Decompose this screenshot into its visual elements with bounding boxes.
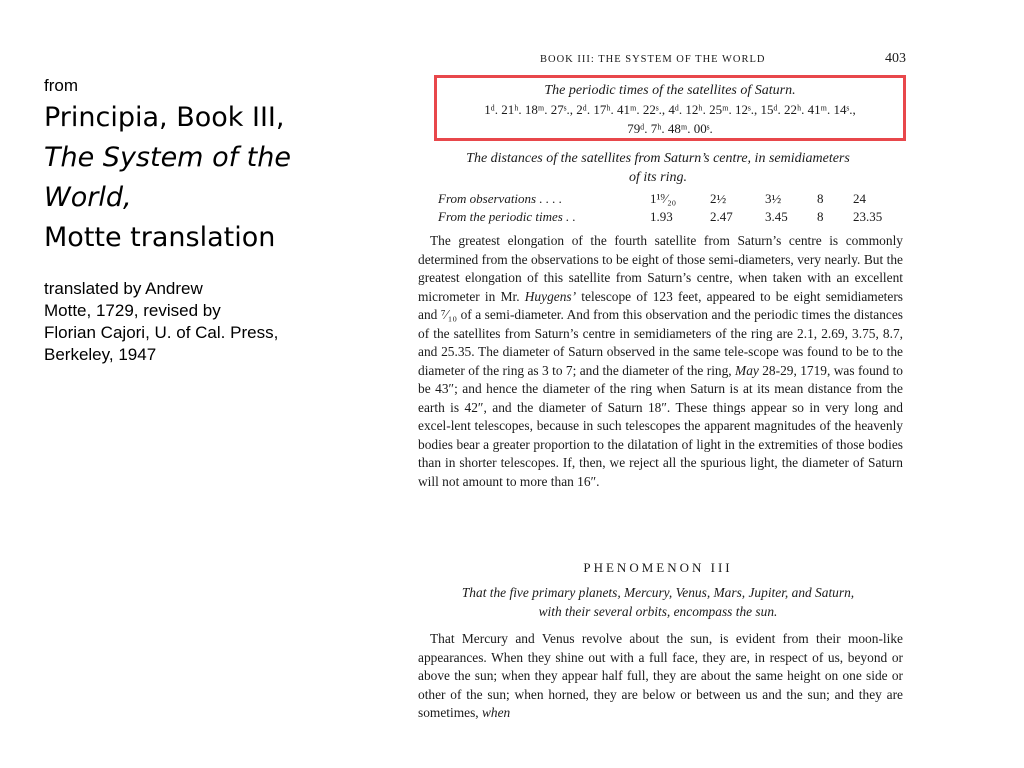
para1-text-a: The greatest elongation of the fourth satellite from Saturn’s centre is commonly determined from the observations to be eight of those semi-diameters, very nearly. But the greatest elongation of this satellite from Saturn’s centre, when taken with an excellent micrometer in Mr. — [418, 233, 903, 304]
cell-value: 23.35 — [853, 209, 883, 224]
phenomenon-sub-line2: with their several orbits, encompass the sun. — [538, 603, 778, 619]
table-row — [438, 190, 893, 208]
para2-when: when — [481, 705, 511, 720]
caption-title-line4: Motte translation — [44, 222, 276, 253]
caption-block — [44, 76, 384, 366]
cell-value: 1.93 — [650, 209, 673, 224]
distances-title-line2: of its ring. — [629, 170, 687, 185]
caption-credit — [44, 278, 384, 366]
page-number: 403 — [885, 51, 906, 66]
para1-text-c: telescope of 123 feet, appeared to be eight semidiameters and ⁷⁄₁₀ of a semi-diameter. And from this observation and the periodic times the distances of the satellites from Saturn’s centre in semidiameters of the ring are 2.1, 2.69, 3.75, 8.7, and 25.35. The diameter of Saturn observed in the same tele-scope was found to be to the diameter of the ring as 3 to 7; and the diameter of the ring, — [418, 288, 904, 378]
caption-title-line2: The System of the — [44, 142, 291, 173]
paragraph-elongation — [418, 232, 903, 491]
book-page-scan — [408, 48, 908, 723]
credit-line3: Florian Cajori, U. of Cal. Press, — [44, 323, 279, 342]
para2-text-a: That Mercury and Venus revolve about the sun, is evident from their moon-like appearances. When they shine out with a full face, they are, in respect of us, beyond or above the sun; when they appear half full, they are about the same height on one side or other of the sun; when horned, they are below or between us and the sun; and they are sometimes, — [418, 631, 903, 720]
cell-value: 3.45 — [765, 209, 788, 224]
para1-may: May — [735, 362, 759, 378]
cell-value: 3½ — [765, 191, 782, 206]
caption-title-line1: Principia, Book III, — [44, 102, 285, 133]
para1-text-e: 28-29, 1719, was found to be 43″; and hence the diameter of the ring when Saturn is at its mean distance from the earth is 42″, and the diameter of Saturn 18″. These things appear so in very long and excel-lent telescopes, because in such telescopes the apparent magnitudes of the heavenly bodies bear a greater proportion to the dilatation of light in the extremities of those bodies than in shorter telescopes. If, then, we reject all the spurious light, the diameter of Saturn will not amount to more than 16″. — [418, 362, 903, 489]
distances-table — [438, 190, 893, 226]
caption-from: from — [44, 76, 78, 95]
running-head-title: BOOK III: THE SYSTEM OF THE WORLD — [540, 54, 766, 65]
highlight-box — [434, 75, 906, 141]
phenomenon-subtitle — [408, 584, 908, 621]
cell-value: 2½ — [710, 191, 727, 206]
distances-title-line1: The distances of the satellites from Saturn’s centre, in semidiameters — [466, 151, 850, 166]
paragraph-mercury-venus — [418, 630, 903, 723]
running-head — [408, 51, 908, 74]
table-row — [438, 208, 893, 226]
credit-line4: Berkeley, 1947 — [44, 345, 157, 364]
cell-value: 8 — [817, 209, 824, 224]
cell-value: 24 — [853, 191, 866, 206]
periodic-times-line1: 1ᵈ. 21ʰ. 18ᵐ. 27ˢ., 2ᵈ. 17ʰ. 41ᵐ. 22ˢ., 4ᵈ. 12ʰ. 25ᵐ. 12ˢ., 15ᵈ. 22ʰ. 41ᵐ. 14ˢ., — [484, 102, 856, 117]
distances-section — [408, 149, 908, 187]
caption-title-line3: World, — [44, 182, 132, 213]
caption-title — [44, 98, 384, 258]
row-label: From the periodic times . . — [438, 209, 576, 224]
credit-line1: translated by Andrew — [44, 279, 203, 298]
periodic-times-title: The periodic times of the satellites of Saturn. — [544, 83, 796, 98]
row-label: From observations . . . . — [438, 191, 563, 206]
phenomenon-sub-line1: That the five primary planets, Mercury, Venus, Mars, Jupiter, and Saturn, — [461, 585, 855, 600]
para1-huygens: Huygens’ — [524, 288, 577, 304]
periodic-times-line2: 79ᵈ. 7ʰ. 48ᵐ. 00ˢ. — [627, 121, 713, 136]
cell-value: 8 — [817, 191, 824, 206]
cell-value: 2.47 — [710, 209, 733, 224]
cell-value: 1¹⁹⁄₂₀ — [650, 191, 677, 206]
phenomenon-heading: PHENOMENON III — [583, 560, 733, 575]
credit-line2: Motte, 1729, revised by — [44, 301, 221, 320]
